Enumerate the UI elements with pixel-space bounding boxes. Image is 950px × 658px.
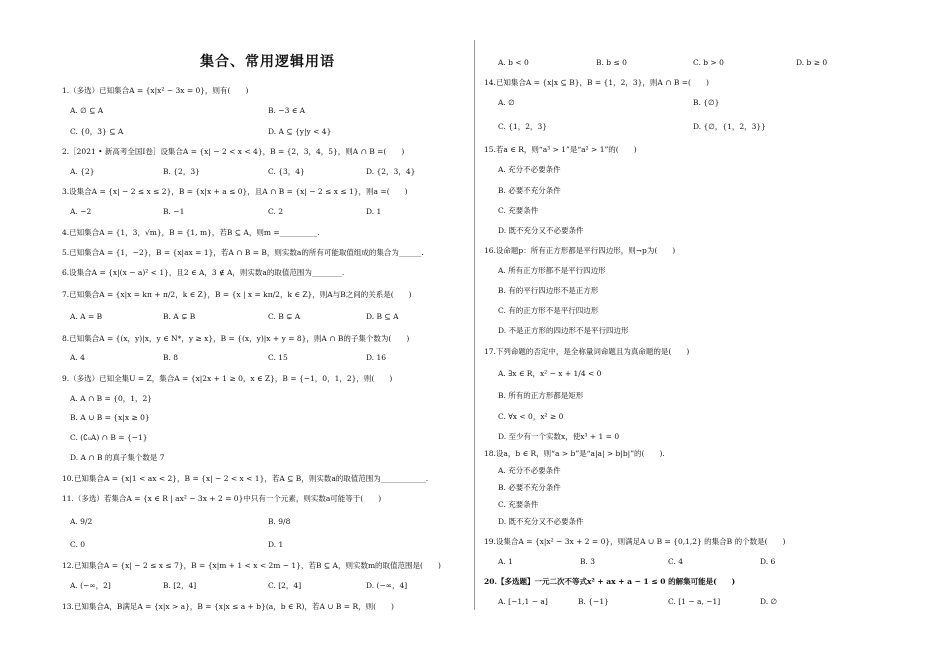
left-option-1-0: C. {0，3} ⊆ A <box>70 127 124 136</box>
left-question-4: 4.已知集合A = {1，3，√m}，B = {1, m}，若B ⊆ A，则m =__________. <box>62 228 320 237</box>
right-option-23-3: D. 6 <box>760 557 776 566</box>
right-question-6: C. 充要条件 <box>498 206 539 215</box>
right-option-0-2: C. b > 0 <box>693 58 724 67</box>
right-question-1: 14.已知集合A = {x|x ⊆ B}，B = {1，2，3}，则A ∩ B =( ) <box>484 78 709 87</box>
left-option-0-1: B. −3 ∈ A <box>268 106 306 115</box>
right-option-2-1: D. {∅，{1，2，3}} <box>693 122 766 131</box>
column-divider <box>474 40 475 610</box>
right-option-0-0: A. b < 0 <box>498 58 529 67</box>
right-question-14: A. ∃x ∈ R，x² − x + 1/4 < 0 <box>498 369 602 378</box>
left-option-17-1: B. [2，4] <box>163 581 197 590</box>
left-option-8-1: B. 8 <box>163 353 179 362</box>
right-option-24-0: A. [−1,1 − a] <box>498 597 548 606</box>
left-question-18: 13.已知集合A，B满足A = {x|x > a}，B = {x|x ≤ a + b}(a，b ∈ R)，若A ∪ B = R，则( ) <box>62 602 394 611</box>
left-question-7: 7.已知集合A = {x|x = kπ + π/2，k ∈ Z}，B = {x | x = kπ/2，k ∈ Z}，则A与B之间的关系是( ) <box>62 290 412 299</box>
right-option-2-0: C. {1，2，3} <box>498 122 548 131</box>
left-option-8-2: C. 15 <box>268 353 288 362</box>
right-option-23-0: A. 1 <box>498 557 513 566</box>
left-option-0-0: A. ∅ ⊆ A <box>70 106 104 115</box>
left-option-2-3: D. {2，3，4} <box>366 167 416 176</box>
right-option-1-1: B. {∅} <box>693 98 720 107</box>
left-option-8-0: A. 4 <box>70 353 85 362</box>
left-option-3-1: B. −1 <box>163 207 185 216</box>
left-option-1-1: D. A ⊆ {y|y < 4} <box>268 127 332 136</box>
left-question-5: 5.已知集合A = {1，−2}，B = {x|ax = 1}，若A ∩ B = B，则实数a的所有可能取值组成的集合为______. <box>62 248 424 257</box>
left-question-12: C. (∁ᵤA) ∩ B = {−1} <box>70 433 148 442</box>
left-question-2: 2.［2021 • 新高考全国Ⅰ卷］设集合A = {x| − 2 < x < 4}，B = {2，3，4，5}，则A ∩ B =( ) <box>62 147 405 156</box>
right-question-4: A. 充分不必要条件 <box>498 165 561 174</box>
left-question-13: D. A ∩ B 的真子集个数是 7 <box>70 453 165 462</box>
right-question-8: 16.设命题p：所有正方形都是平行四边形，则¬p为( ) <box>484 246 676 255</box>
left-question-15: 11.（多选）若集合A = {x ∈ R | ax² − 3x + 2 = 0}中只有一个元素，则实数a可能等于( ) <box>62 494 382 503</box>
left-question-17: 12.已知集合A = {x| − 2 ≤ x ≤ 7}，B = {x|m + 1 < x < 2m − 1}，若B ⊆ A，则实数m的取值范围是( ) <box>62 561 441 570</box>
left-option-7-1: B. A ⊊ B <box>163 312 196 321</box>
left-option-3-3: D. 1 <box>366 207 382 216</box>
left-question-8: 8.已知集合A = {(x，y)|x，y ∈ N*，y ≥ x}，B = {(x，y)|x + y = 8}，则A ∩ B的子集个数为( ) <box>62 334 410 343</box>
left-question-6: 6.设集合A = {x|(x − a)² < 1}，且2 ∈ A，3 ∉ A，则实数a的取值范围为________. <box>62 268 345 277</box>
left-option-15-1: B. 9/8 <box>268 517 291 526</box>
right-question-18: 18.设a，b ∈ R，则“a > b”是“a|a| > b|b|”的( ). <box>484 449 665 458</box>
left-question-14: 10.已知集合A = {x|1 < ax < 2}，B = {x| − 2 < x < 1}，若A ⊆ B，则实数a的取值范围为____________. <box>62 474 429 483</box>
left-option-7-0: A. A = B <box>70 312 103 321</box>
left-question-3: 3.设集合A = {x| − 2 ≤ x ≤ 2}，B = {x|x + a ≤ 0}，且A ∩ B = {x| − 2 ≤ x ≤ 1}，则a =( ) <box>62 187 408 196</box>
right-question-13: 17.下列命题的否定中，是全称量词命题且为真命题的是( ) <box>484 347 690 356</box>
right-question-17: D. 至少有一个实数x，使x³ + 1 = 0 <box>498 432 620 441</box>
right-question-3: 15.若a ∈ R，则“a³ > 1”是“a² > 1”的( ) <box>484 145 637 154</box>
right-question-12: D. 不是正方形的四边形不是平行四边形 <box>498 326 629 335</box>
right-question-23: 19.设集合A = {x|x² − 3x + 2 = 0}，则满足A ∪ B = {0,1,2} 的集合B 的个数是( ) <box>484 537 786 546</box>
right-option-1-0: A. ∅ <box>498 98 515 107</box>
left-option-7-3: D. B ⊆ A <box>366 312 399 321</box>
right-option-23-1: B. 3 <box>580 557 596 566</box>
right-option-0-1: B. b ≤ 0 <box>596 58 627 67</box>
left-option-2-0: A. {2} <box>70 167 95 176</box>
left-option-3-0: A. −2 <box>70 207 92 216</box>
left-option-2-2: C. {3，4} <box>268 167 305 176</box>
right-question-15: B. 所有的正方形都是矩形 <box>498 391 584 400</box>
page-title: 集合、常用逻辑用语 <box>200 54 335 70</box>
left-option-7-2: C. B ⊊ A <box>268 312 301 321</box>
right-question-19: A. 充分不必要条件 <box>498 466 561 475</box>
right-question-22: D. 既不充分又不必要条件 <box>498 517 584 526</box>
right-question-16: C. ∀x < 0，x² ≥ 0 <box>498 412 564 421</box>
right-question-24: 20.【多选题】一元二次不等式x² + ax + a − 1 ≤ 0 的解集可能是( ) <box>484 577 736 586</box>
left-option-8-3: D. 16 <box>366 353 387 362</box>
left-option-2-1: B. {2，3} <box>163 167 200 176</box>
left-question-11: B. A ∪ B = {x|x ≥ 0} <box>70 413 150 422</box>
left-option-16-1: D. 1 <box>268 540 284 549</box>
left-option-17-3: D. (−∞，4] <box>366 581 408 590</box>
right-question-5: B. 必要不充分条件 <box>498 186 561 195</box>
right-question-20: B. 必要不充分条件 <box>498 483 561 492</box>
left-option-17-2: C. [2，4] <box>268 581 302 590</box>
right-question-21: C. 充要条件 <box>498 500 539 509</box>
right-option-24-2: C. [1 − a, −1] <box>668 597 721 606</box>
right-option-24-3: D. ∅ <box>760 597 778 606</box>
left-question-0: 1.（多选）已知集合A = {x|x² − 3x = 0}，则有( ) <box>62 86 249 95</box>
right-question-10: B. 有的平行四边形不是正方形 <box>498 286 599 295</box>
right-question-7: D. 既不充分又不必要条件 <box>498 226 584 235</box>
left-option-16-0: C. 0 <box>70 540 86 549</box>
right-option-0-3: D. b ≥ 0 <box>796 58 828 67</box>
left-question-9: 9.（多选）已知全集U = Z，集合A = {x|2x + 1 ≥ 0，x ∈ Z}，B = {−1，0，1，2}，则( ) <box>62 374 393 383</box>
right-question-9: A. 所有正方形都不是平行四边形 <box>498 266 606 275</box>
left-option-3-2: C. 2 <box>268 207 284 216</box>
left-option-15-0: A. 9/2 <box>70 517 93 526</box>
right-option-24-1: B. {−1} <box>578 597 609 606</box>
right-question-11: C. 有的正方形不是平行四边形 <box>498 306 599 315</box>
left-question-10: A. A ∩ B = {0，1，2} <box>70 394 153 403</box>
right-option-23-2: C. 4 <box>668 557 684 566</box>
left-option-17-0: A. (−∞，2] <box>70 581 111 590</box>
